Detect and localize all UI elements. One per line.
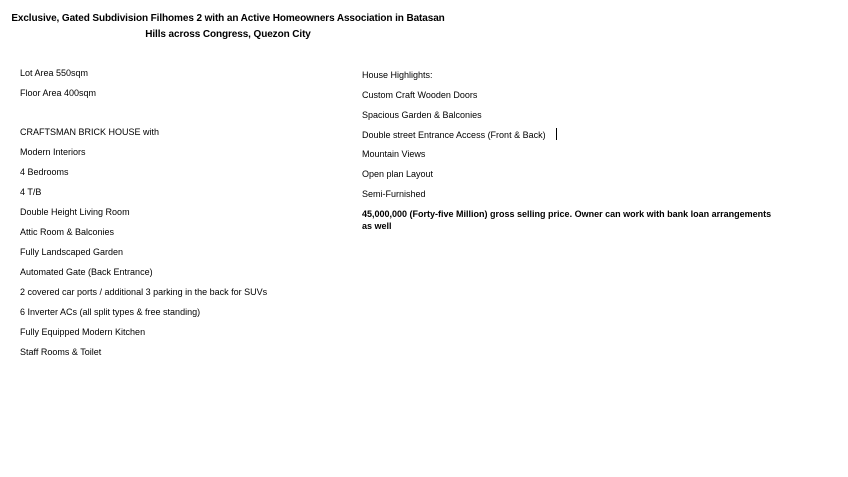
- document-title: [0, 11, 456, 43]
- interiors: Modern Interiors: [20, 147, 86, 157]
- highlights-heading: House Highlights:: [362, 70, 433, 80]
- automated-gate: Automated Gate (Back Entrance): [20, 267, 153, 277]
- highlight-wooden-doors: Custom Craft Wooden Doors: [362, 90, 478, 100]
- floor-area: Floor Area 400sqm: [20, 88, 97, 98]
- text-cursor: [556, 128, 557, 140]
- garden: Fully Landscaped Garden: [20, 247, 124, 257]
- air-conditioners: 6 Inverter ACs (all split types & free standing): [20, 307, 201, 317]
- highlight-entrance-text: Double street Entrance Access (Front & Back): [362, 130, 546, 140]
- highlight-semi-furnished: Semi-Furnished: [362, 189, 426, 199]
- staff-rooms: Staff Rooms & Toilet: [20, 347, 102, 357]
- parking: 2 covered car ports / additional 3 parking in the back for SUVs: [20, 287, 268, 297]
- title-line-2: Hills across Congress, Quezon City: [145, 29, 311, 40]
- house-style: CRAFTSMAN BRICK HOUSE with: [20, 127, 160, 137]
- selling-price: 45,000,000 (Forty-five Million) gross selling price. Owner can work with bank loan arrangements as well: [362, 209, 772, 231]
- highlight-mountain-views: Mountain Views: [362, 149, 426, 159]
- highlight-entrance-access: [362, 128, 557, 141]
- lot-area: Lot Area 550sqm: [20, 68, 89, 78]
- living-room: Double Height Living Room: [20, 207, 130, 217]
- kitchen: Fully Equipped Modern Kitchen: [20, 327, 146, 337]
- bedrooms: 4 Bedrooms: [20, 167, 69, 177]
- toilet-bath: 4 T/B: [20, 187, 42, 197]
- highlight-garden-balconies: Spacious Garden & Balconies: [362, 110, 482, 120]
- attic-room: Attic Room & Balconies: [20, 227, 115, 237]
- title-line-1: Exclusive, Gated Subdivision Filhomes 2 with an Active Homeowners Association in Batasan: [11, 13, 445, 24]
- highlight-open-plan: Open plan Layout: [362, 169, 434, 179]
